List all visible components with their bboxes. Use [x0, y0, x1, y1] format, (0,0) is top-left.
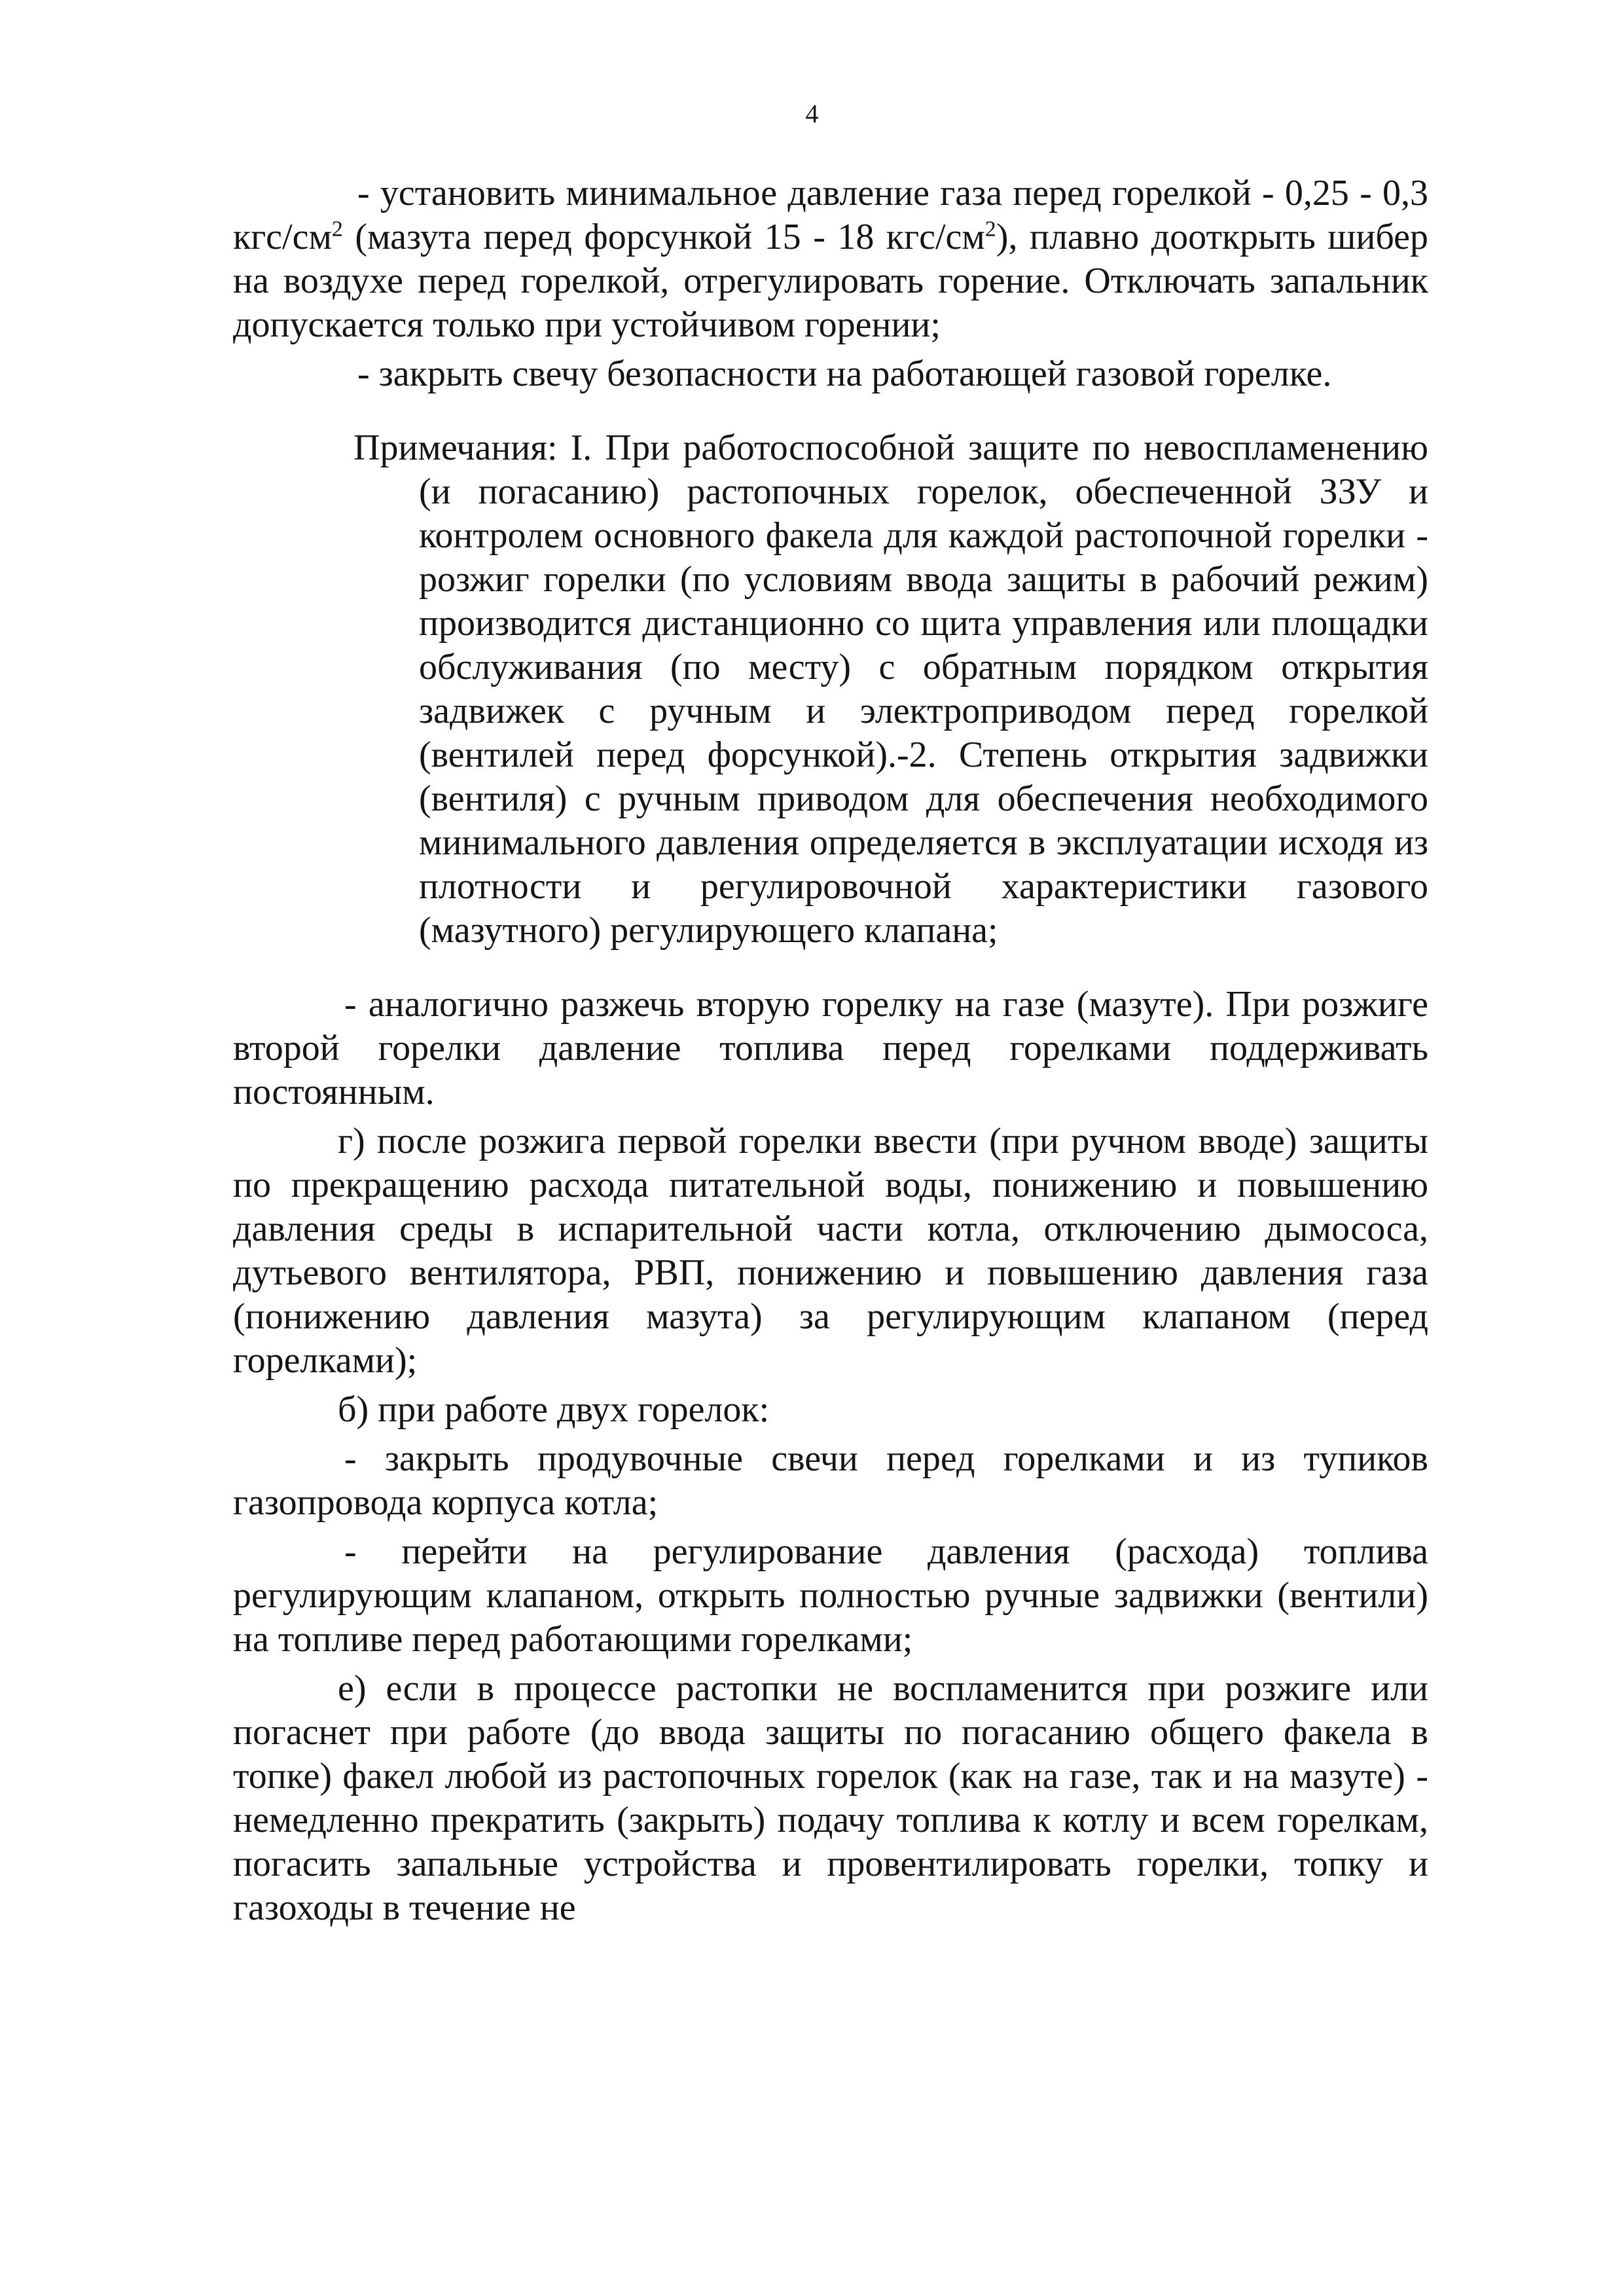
paragraph-gas-pressure-part1: - установить минимальное давление газа перед горелкой - 0,25 - 0,3 кгс/см: [233, 173, 1428, 257]
notes-text: I. При работоспособной защите по невоспламенению (и погасанию) растопочных горелок, обеспеченной ЗЗУ и контролем основного факела для каждой растопочной горелки - розжиг горелки (по условиям ввода защиты в рабочий режим) производится дистанционно со щита управления или площадки обслуживания (по месту) с обратным порядком открытия задвижек с ручным и электроприводом перед горелкой (вентилей перед форсункой).-2. Степень открытия задвижки (вентиля) с ручным приводом для обеспечения необходимого минимального давления определяется в эксплуатации исходя из плотности и регулировочной характеристики газового (мазутного) регулирующего клапана;: [419, 428, 1428, 951]
superscript-2: 2: [984, 217, 996, 242]
document-body: [233, 172, 1428, 1930]
paragraph-gas-pressure: [233, 172, 1428, 347]
notes-block: [353, 426, 1428, 953]
paragraph-item-e: е) если в процессе растопки не воспламенится при розжиге или погаснет при работе (до ввода защиты по погасанию общего факела в топке) факел любой из растопочных горелок (как на газе, так и на мазуте) - немедленно прекратить (закрыть) подачу топлива к котлу и всем горелкам, погасить запальные устройства и провентилировать горелки, топку и газоходы в течение не: [233, 1668, 1428, 1928]
paragraph-second-burner: - аналогично разжечь вторую горелку на газе (мазуте). При розжиге второй горелки давление топлива перед горелками поддерживать постоянным.: [233, 984, 1428, 1112]
superscript-2: 2: [331, 217, 343, 242]
paragraph-item-b: б) при работе двух горелок:: [338, 1389, 770, 1430]
paragraph-gas-pressure-part3: ), плавно дооткрыть шибер на воздухе перед горелкой, отрегулировать горение. Отключать запальник допускается только при устойчивом горении;: [233, 217, 1428, 345]
notes-label: Примечания:: [353, 428, 558, 468]
paragraph-close-safety-vent: - закрыть свечу безопасности на работающей газовой горелке.: [357, 354, 1332, 394]
page-number: 4: [805, 99, 819, 128]
paragraph-gas-pressure-part2: (мазута перед форсункой 15 - 18 кгс/см: [342, 217, 985, 257]
paragraph-item-g: г) после розжига первой горелки ввести (при ручном вводе) защиты по прекращению расхода питательной воды, понижению и повышению давления среды в испарительной части котла, отключению дымососа, дутьевого вентилятора, РВП, понижению и повышению давления газа (понижению давления мазута) за регулирующим клапаном (перед горелками);: [233, 1121, 1428, 1381]
paragraph-regulation: - перейти на регулирование давления (расхода) топлива регулирующим клапаном, открыть полностью ручные задвижки (вентили) на топливе перед работающими горелками;: [233, 1531, 1428, 1660]
paragraph-close-purge-vents: - закрыть продувочные свечи перед горелками и из тупиков газопровода корпуса котла;: [233, 1438, 1428, 1523]
